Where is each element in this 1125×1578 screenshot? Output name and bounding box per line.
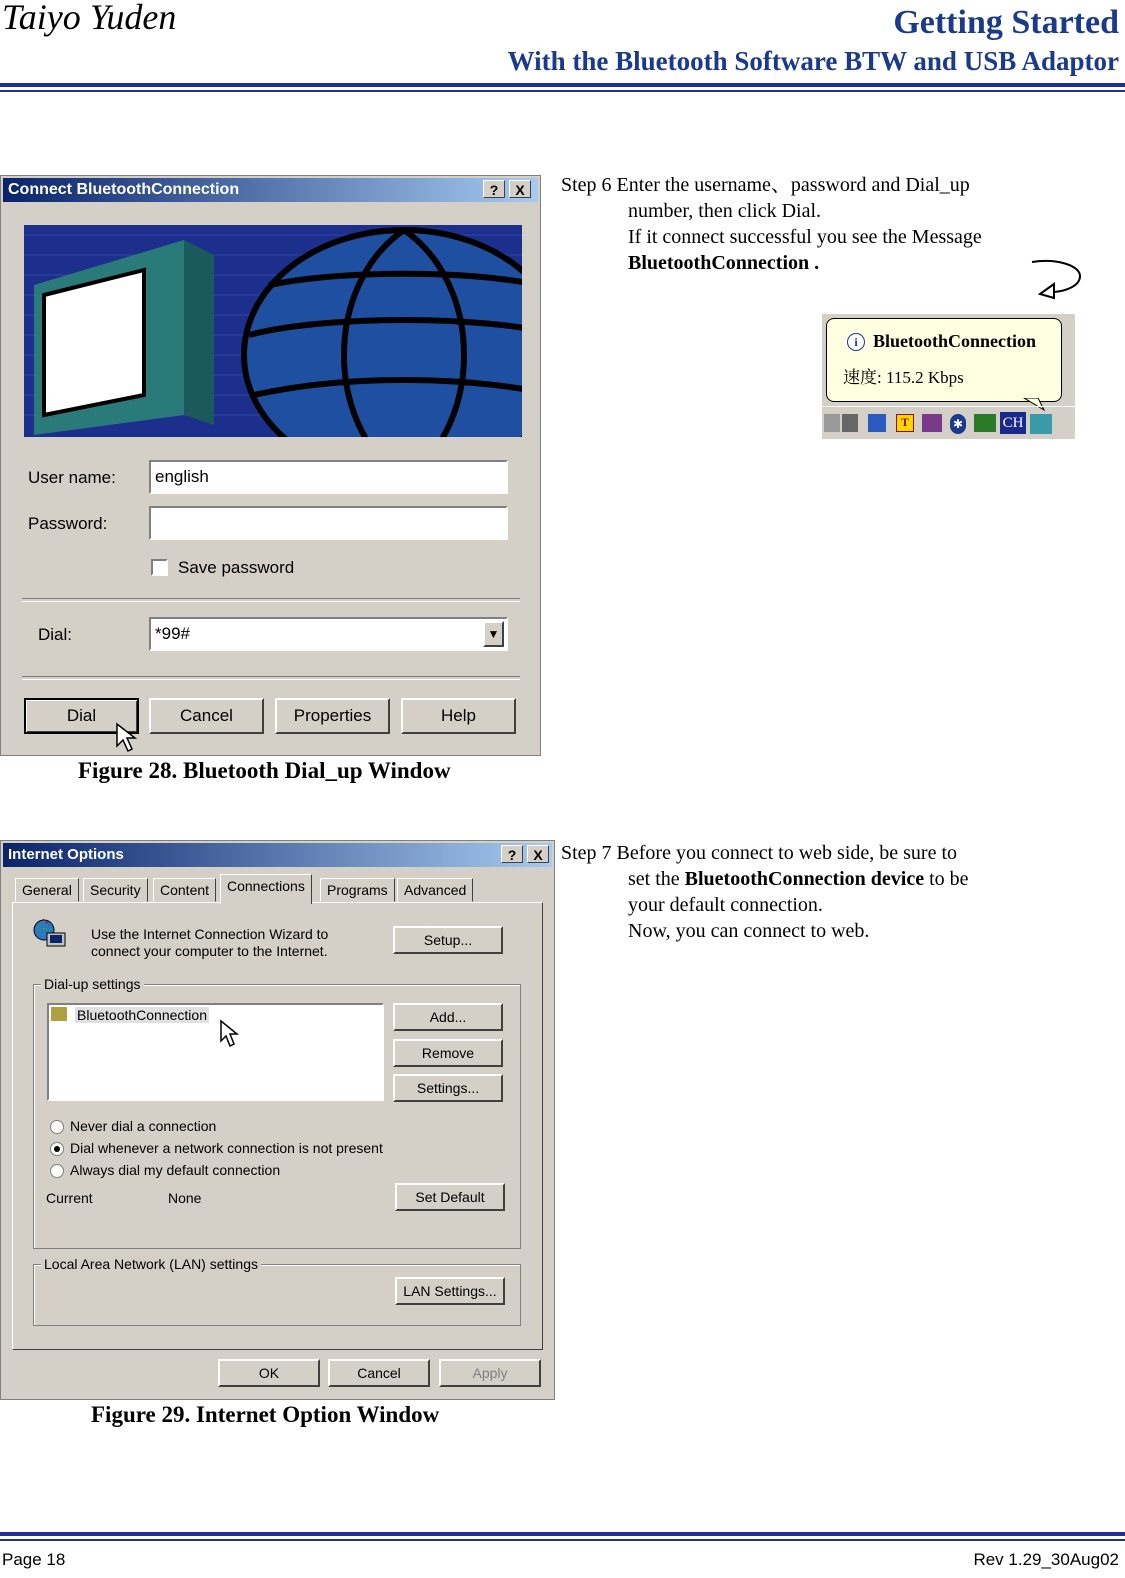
dialup-window-title: Connect BluetoothConnection xyxy=(8,181,240,198)
save-password-checkbox[interactable] xyxy=(151,559,168,576)
list-item[interactable]: BluetoothConnection xyxy=(77,1007,207,1023)
printer-icon[interactable] xyxy=(922,414,942,432)
connection-banner-image xyxy=(24,225,522,437)
dial-label: Dial: xyxy=(38,625,73,644)
tray-tool-icon[interactable] xyxy=(824,414,840,432)
step6-text xyxy=(561,172,1061,276)
password-label: Password: xyxy=(28,514,108,533)
step6-line1: Step 6 Enter the username、password and Dial_up xyxy=(561,174,970,196)
step7-line2-pre: set the xyxy=(628,868,685,890)
radio-always-dial-label: Always dial my default connection xyxy=(70,1162,281,1178)
brand-name: Taiyo Yuden xyxy=(2,0,177,37)
display-icon[interactable] xyxy=(974,414,996,432)
close-title-button[interactable]: X xyxy=(509,180,531,198)
step7-line2-post: to be xyxy=(924,868,969,890)
step6-line4: BluetoothConnection . xyxy=(628,252,820,274)
radio-never-dial-label: Never dial a connection xyxy=(70,1118,217,1134)
chevron-down-icon[interactable]: ▼ xyxy=(483,621,504,647)
step7-line2 xyxy=(561,866,1081,892)
wizard-text-line1: Use the Internet Connection Wizard to xyxy=(91,926,329,942)
taskbar-tray xyxy=(822,406,1075,440)
dial-button[interactable]: Dial xyxy=(24,698,139,734)
network-connection-icon[interactable] xyxy=(1030,414,1052,434)
help-title-button[interactable]: ? xyxy=(501,845,523,863)
input-language-icon[interactable]: CH xyxy=(1000,412,1026,434)
system-tray-notification xyxy=(822,314,1075,439)
radio-dial-whenever-label: Dial whenever a network connection is not present xyxy=(70,1140,383,1156)
password-field[interactable] xyxy=(149,506,508,540)
step7-line1: Step 7 Before you connect to web side, be sure to xyxy=(561,842,958,864)
balloon-title: BluetoothConnection xyxy=(873,331,1037,351)
help-button[interactable]: Help xyxy=(401,698,516,734)
apply-button[interactable]: Apply xyxy=(439,1359,541,1387)
step6-line3: If it connect successful you see the Message xyxy=(628,226,982,248)
internet-options-titlebar xyxy=(3,843,552,867)
properties-button[interactable]: Properties xyxy=(275,698,390,734)
ok-button[interactable]: OK xyxy=(218,1359,320,1387)
footer-rule-bottom xyxy=(0,1539,1125,1541)
step7-line2-bold: BluetoothConnection device xyxy=(684,868,925,890)
tab-advanced[interactable]: Advanced xyxy=(397,878,473,902)
text-tool-icon[interactable]: T xyxy=(896,414,914,432)
connections-panel xyxy=(12,902,543,1350)
add-button[interactable]: Add... xyxy=(393,1003,503,1031)
settings-button[interactable]: Settings... xyxy=(393,1074,503,1102)
radio-dial-whenever[interactable] xyxy=(50,1142,64,1156)
cancel-button[interactable]: Cancel xyxy=(328,1359,430,1387)
dialup-titlebar xyxy=(3,178,538,202)
figure28-caption: Figure 28. Bluetooth Dial_up Window xyxy=(78,758,451,783)
globe-computer-icon xyxy=(33,919,69,951)
setup-button[interactable]: Setup... xyxy=(393,926,503,954)
dial-value: *99# xyxy=(155,624,190,643)
set-default-button[interactable]: Set Default xyxy=(395,1183,505,1211)
divider xyxy=(22,676,520,680)
wizard-text-line2: connect your computer to the Internet. xyxy=(91,943,328,959)
close-title-button[interactable]: X xyxy=(527,845,549,863)
footer-rule-top xyxy=(0,1532,1125,1536)
network-monitor-icon[interactable] xyxy=(868,414,886,432)
tab-connections[interactable]: Connections xyxy=(220,874,312,904)
help-title-button[interactable]: ? xyxy=(483,180,505,198)
figure29-caption: Figure 29. Internet Option Window xyxy=(91,1402,440,1427)
header-rule-bottom xyxy=(0,90,1125,92)
page-title: Getting Started xyxy=(893,4,1119,41)
internet-options-title: Internet Options xyxy=(8,846,124,863)
save-password-label: Save password xyxy=(178,558,295,577)
username-label: User name: xyxy=(28,468,116,487)
cancel-button[interactable]: Cancel xyxy=(149,698,264,734)
balloon-speed: 速度: 115.2 Kbps xyxy=(843,368,964,387)
notification-balloon[interactable] xyxy=(826,318,1062,402)
revision: Rev 1.29_30Aug02 xyxy=(973,1550,1119,1569)
speaker-icon[interactable] xyxy=(842,414,858,432)
radio-never-dial[interactable] xyxy=(50,1120,64,1134)
tab-general[interactable]: General xyxy=(15,878,79,902)
tab-security[interactable]: Security xyxy=(83,878,148,902)
tab-programs[interactable]: Programs xyxy=(320,878,395,902)
header-rule-top xyxy=(0,83,1125,87)
mouse-cursor-icon xyxy=(219,1019,241,1049)
dialup-connection-icon xyxy=(51,1007,67,1021)
step7-text xyxy=(561,840,1081,944)
divider xyxy=(22,598,520,602)
dialup-settings-label: Dial-up settings xyxy=(41,976,144,992)
remove-button[interactable]: Remove xyxy=(393,1039,503,1067)
bluetooth-icon[interactable]: ✱ xyxy=(950,414,966,434)
step7-line4: Now, you can connect to web. xyxy=(628,920,870,942)
lan-settings-label: Local Area Network (LAN) settings xyxy=(41,1256,261,1272)
dial-combobox[interactable] xyxy=(149,617,508,651)
curved-arrow-icon xyxy=(1028,256,1084,300)
current-label: Current xyxy=(46,1190,93,1206)
step6-line2: number, then click Dial. xyxy=(628,200,822,222)
dialup-window xyxy=(0,175,541,756)
page-number: Page 18 xyxy=(2,1550,66,1569)
current-value: None xyxy=(168,1190,202,1206)
mouse-cursor-icon xyxy=(115,722,139,754)
page-subtitle: With the Bluetooth Software BTW and USB Adaptor xyxy=(507,46,1119,76)
lan-settings-button[interactable]: LAN Settings... xyxy=(395,1277,505,1305)
step7-line3: your default connection. xyxy=(628,894,823,916)
info-icon: i xyxy=(847,333,865,351)
connection-list[interactable] xyxy=(47,1003,384,1101)
username-field[interactable]: english xyxy=(149,460,508,494)
radio-always-dial[interactable] xyxy=(50,1164,64,1178)
tab-content[interactable]: Content xyxy=(153,878,216,902)
